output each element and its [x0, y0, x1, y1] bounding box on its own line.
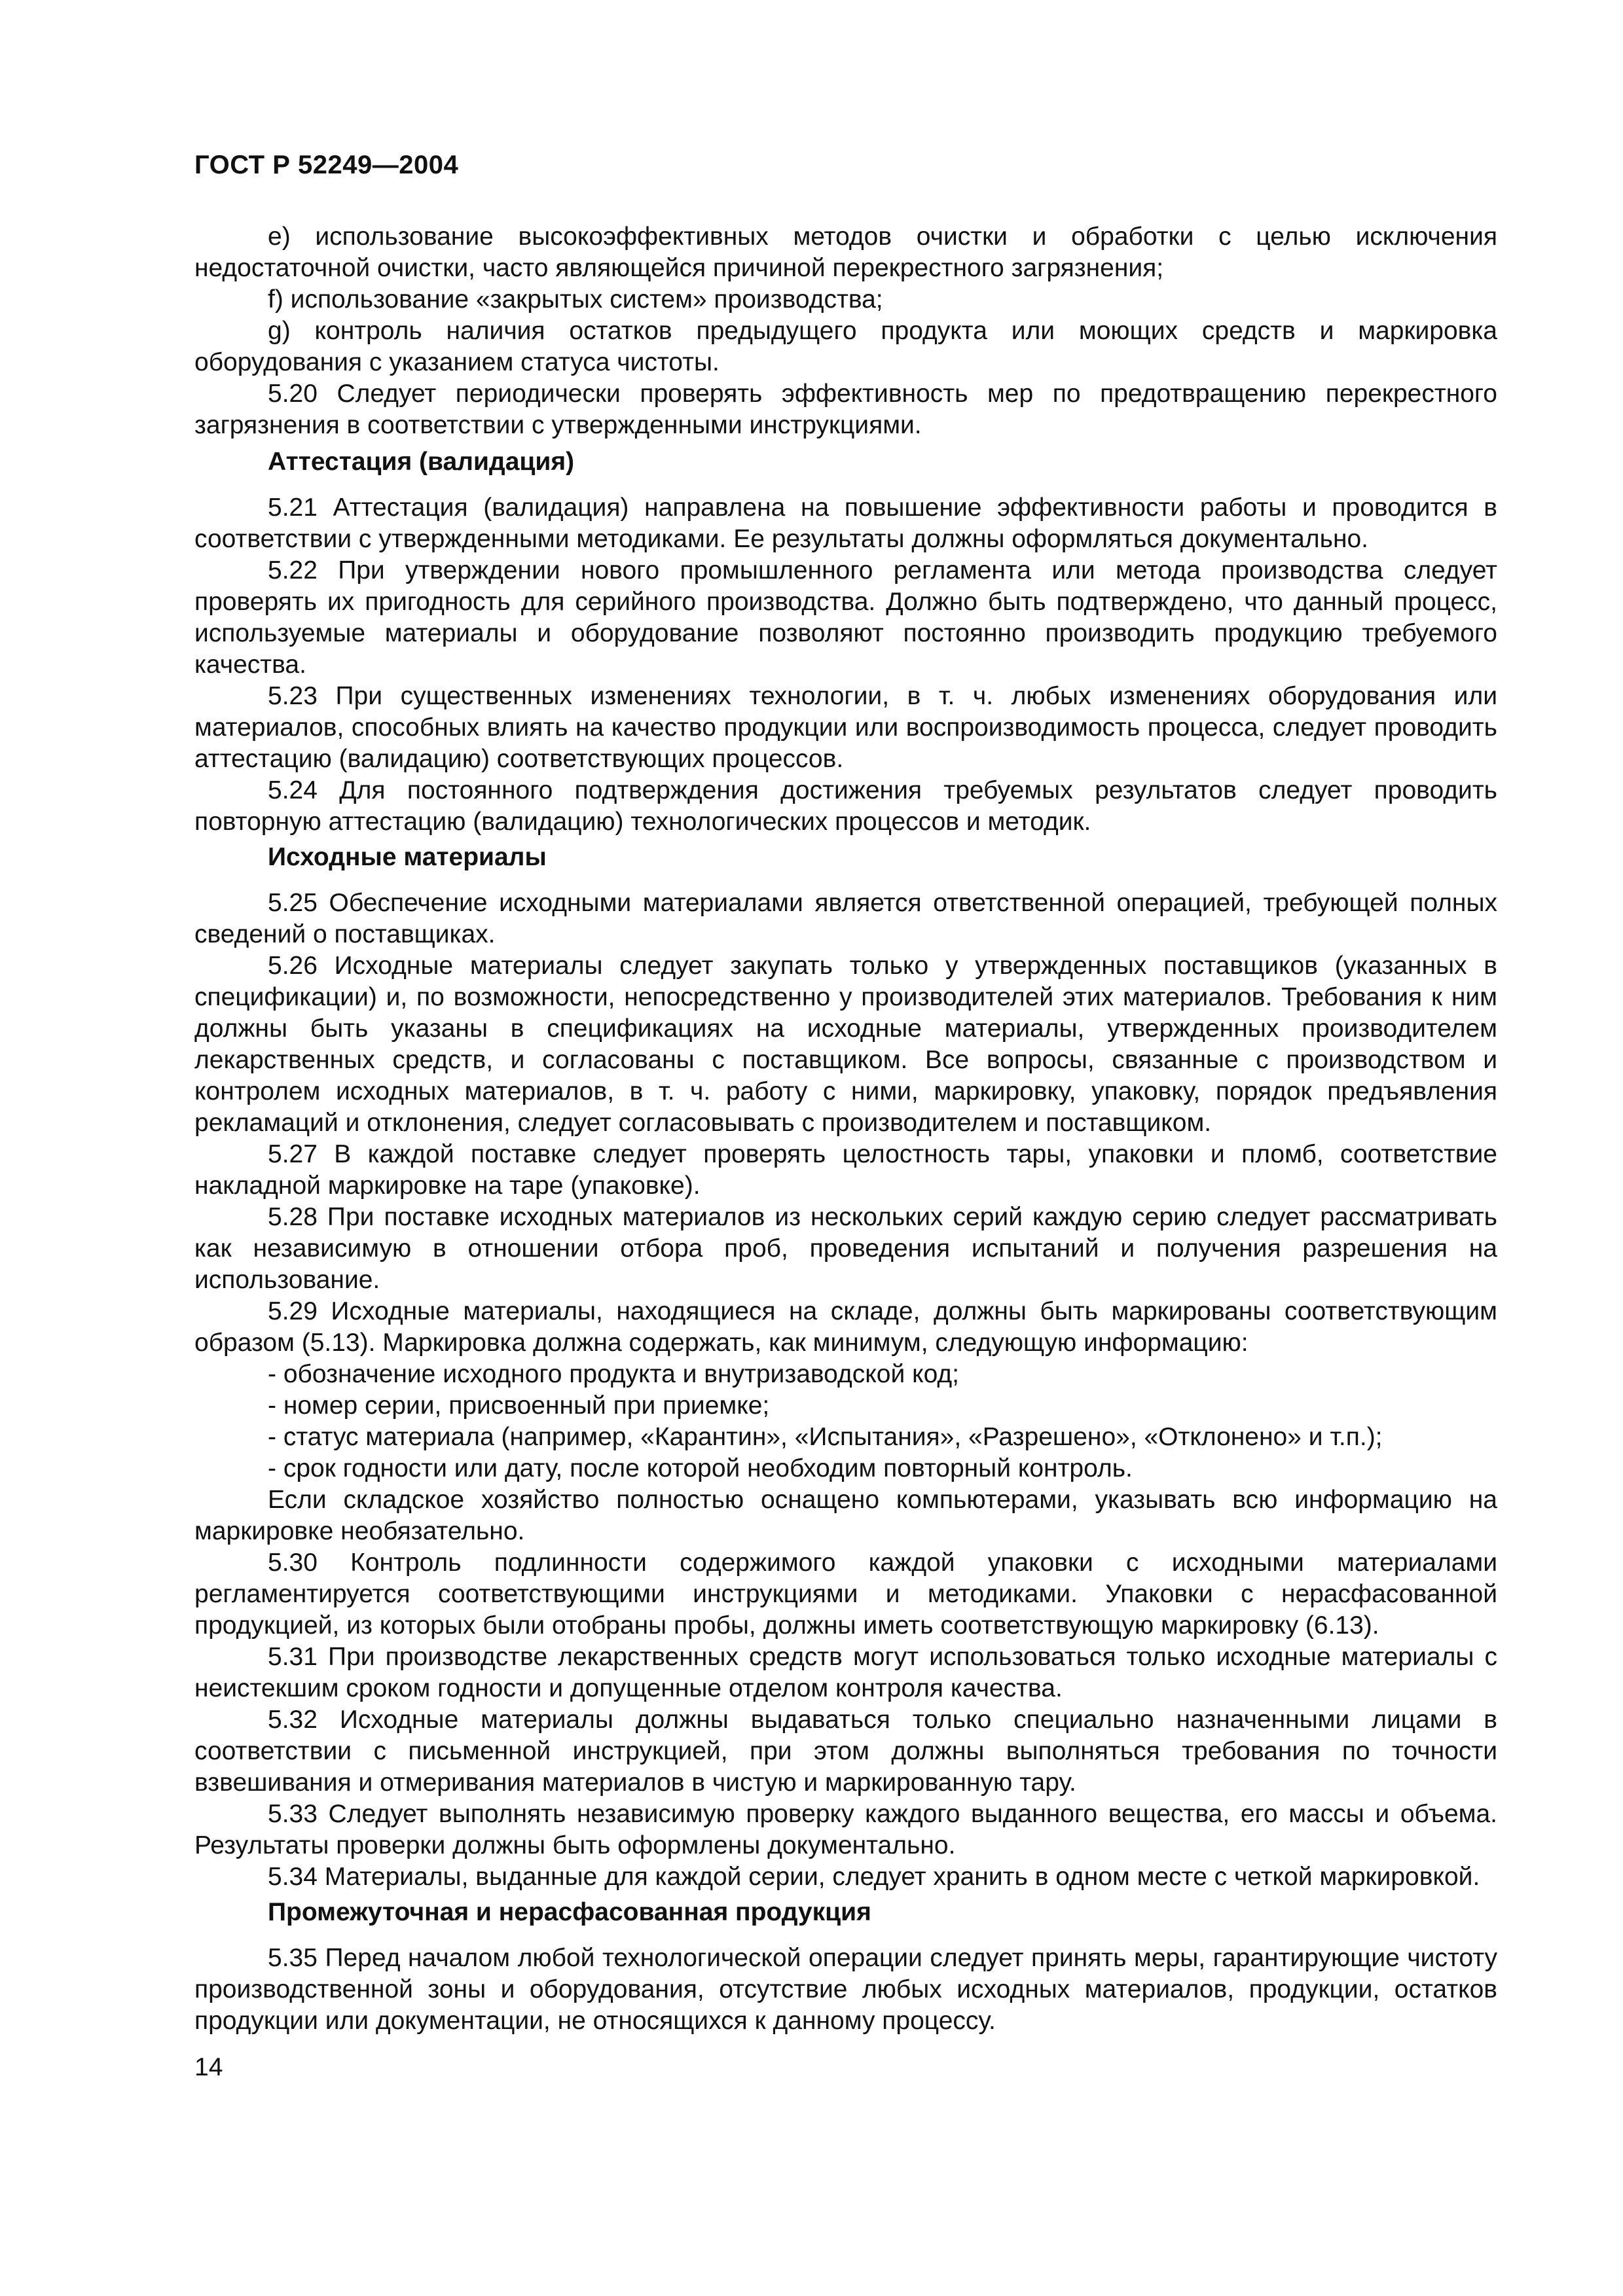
- paragraph-5-20: 5.20 Следует периодически проверять эффективность мер по предотвращению перекрестного загрязнения в соответствии с утвержденными инструкциями.: [194, 380, 1497, 439]
- paragraph-5-24: 5.24 Для постоянного подтверждения достижения требуемых результатов следует проводить повторную аттестацию (валидацию) технологических процессов и методик.: [194, 776, 1497, 836]
- paragraph-5-25: 5.25 Обеспечение исходными материалами является ответственной операцией, требующей полных сведений о поставщиках.: [194, 889, 1497, 948]
- paragraph-5-22: 5.22 При утверждении нового промышленного регламента или метода производства следует проверять их пригодность для серийного производства. Должно быть подтверждено, что данный процесс, используемые материалы и оборудование позволяют постоянно производить продукцию требуемого качества.: [194, 556, 1497, 679]
- paragraph-e: е) использование высокоэффективных методов очистки и обработки с целью исключения недостаточной очистки, часто являющейся причиной перекрестного загрязнения;: [194, 223, 1497, 282]
- paragraph-5-28: 5.28 При поставке исходных материалов из нескольких серий каждую серию следует рассматривать как независимую в отношении отбора проб, проведения испытаний и получения разрешения на использование.: [194, 1203, 1497, 1294]
- paragraph-5-21: 5.21 Аттестация (валидация) направлена на повышение эффективности работы и проводится в соответствии с утвержденными методиками. Ее результаты должны оформляться документально.: [194, 493, 1497, 553]
- paragraph-5-29: 5.29 Исходные материалы, находящиеся на складе, должны быть маркированы соответствующим образом (5.13). Маркировка должна содержать, как минимум, следующую информацию:: [194, 1297, 1497, 1357]
- paragraph-g: g) контроль наличия остатков предыдущего продукта или моющих средств и маркировка оборудования с указанием статуса чистоты.: [194, 317, 1497, 376]
- list-item: - номер серии, присвоенный при приемке;: [268, 1391, 770, 1420]
- paragraph-5-30: 5.30 Контроль подлинности содержимого каждой упаковки с исходными материалами регламентируется соответствующими инструкциями и методиками. Упаковки с нерасфасованной продукцией, из которых были отобраны пробы, должны иметь соответствующую маркировку (6.13).: [194, 1549, 1497, 1640]
- list-item: - срок годности или дату, после которой необходим повторный контроль.: [268, 1454, 1133, 1482]
- list-item: - обозначение исходного продукта и внутризаводской код;: [268, 1360, 960, 1388]
- paragraph-5-23: 5.23 При существенных изменениях технологии, в т. ч. любых изменениях оборудования или материалов, способных влиять на качество продукции или воспроизводимость процесса, следует проводить аттестацию (валидацию) соответствующих процессов.: [194, 682, 1497, 773]
- paragraph-5-33: 5.33 Следует выполнять независимую проверку каждого выданного вещества, его массы и объема. Результаты проверки должны быть оформлены документально.: [194, 1800, 1497, 1859]
- paragraph-5-34: 5.34 Материалы, выданные для каждой серии, следует хранить в одном месте с четкой маркировкой.: [268, 1863, 1480, 1891]
- section-heading-validation: Аттестация (валидация): [268, 448, 575, 476]
- paragraph-computer-note: Если складское хозяйство полностью оснащено компьютерами, указывать всю информацию на маркировке необязательно.: [194, 1486, 1497, 1545]
- paragraph-f: f) использование «закрытых систем» производства;: [268, 285, 883, 314]
- paragraph-5-31: 5.31 При производстве лекарственных средств могут использоваться только исходные материалы с неистекшим сроком годности и допущенные отделом контроля качества.: [194, 1643, 1497, 1702]
- page-number: 14: [194, 2053, 223, 2081]
- document-code-header: ГОСТ Р 52249—2004: [194, 151, 459, 179]
- section-heading-intermediate: Промежуточная и нерасфасованная продукция: [268, 1898, 871, 1926]
- section-heading-materials: Исходные материалы: [268, 843, 547, 871]
- paragraph-5-26: 5.26 Исходные материалы следует закупать только у утвержденных поставщиков (указанных в спецификации) и, по возможности, непосредственно у производителей этих материалов. Требования к ним должны быть указаны в спецификациях на исходные материалы, утвержденных производителем лекарственных средств, и согласованы с поставщиком. Все вопросы, связанные с производством и контролем исходных материалов, в т. ч. работу с ними, маркировку, упаковку, порядок предъявления рекламаций и отклонения, следует согласовывать с производителем и поставщиком.: [194, 952, 1497, 1137]
- paragraph-5-35: 5.35 Перед началом любой технологической операции следует принять меры, гарантирующие чистоту производственной зоны и оборудования, отсутствие любых исходных материалов, продукции, остатков продукции или документации, не относящихся к данному процессу.: [194, 1944, 1497, 2035]
- list-item: - статус материала (например, «Карантин», «Испытания», «Разрешено», «Отклонено» и т.п.);: [268, 1423, 1383, 1451]
- paragraph-5-27: 5.27 В каждой поставке следует проверять целостность тары, упаковки и пломб, соответствие накладной маркировке на таре (упаковке).: [194, 1140, 1497, 1200]
- paragraph-5-32: 5.32 Исходные материалы должны выдаваться только специально назначенными лицами в соответствии с письменной инструкцией, при этом должны выполняться требования по точности взвешивания и отмеривания материалов в чистую и маркированную тару.: [194, 1706, 1497, 1797]
- document-body: [194, 221, 1497, 2037]
